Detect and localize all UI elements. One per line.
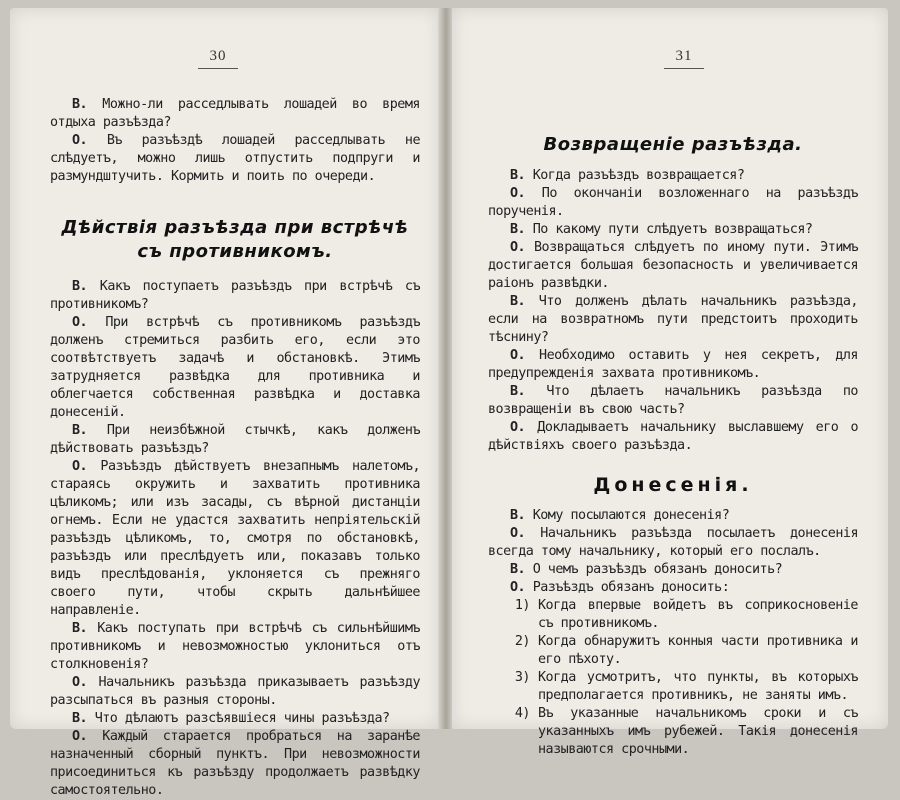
question: В. Кому посылаются донесенія? <box>510 508 730 523</box>
question: В. По какому пути слѣдуетъ возвращаться? <box>510 222 813 237</box>
answer: О. Докладываетъ начальнику выславшему его о дѣйствіяхъ своего разъѣзда. <box>488 420 859 453</box>
page-number-left: 30 <box>198 48 238 69</box>
answer: О. При встрѣчѣ съ противникомъ разъѣздъ долженъ стремиться разбить его, если это соотвѣтствуетъ задачѣ и обстановкѣ. Этимъ затрудняется развѣдка для противника и облегчается собственная развѣдка и доставка донесеній. <box>50 315 421 420</box>
list-item: 1) Когда впервые войдетъ въ соприкосновеніе съ противникомъ. <box>514 598 858 631</box>
question: В. Что дѣлаютъ разсѣявшіеся чины разъѣзда? <box>72 711 390 726</box>
left-page <box>10 8 440 798</box>
folio-rule <box>664 68 704 69</box>
folio-rule <box>198 68 238 69</box>
answer: О. Въ разъѣздѣ лошадей расседлывать не слѣдуетъ, можно лишь отпустить подпруги и размундштучить. Кормить и поить по очереди. <box>50 133 421 184</box>
answer: О. По окончаніи возложеннаго на разъѣздъ порученія. <box>488 186 858 219</box>
report-list <box>488 597 858 759</box>
question: В. Что долженъ дѣлать начальникъ разъѣзда, если на возвратномъ пути предстоитъ проходить тѣснину? <box>488 294 858 345</box>
section-heading: Донесенія. <box>593 474 753 496</box>
answer: О. Каждый старается пробраться на заранѣе назначенный сборный пунктъ. При невозможности присоединиться къ разъѣзду продолжаетъ развѣдку самостоятельно. <box>50 729 420 798</box>
answer: О. Разъѣздъ дѣйствуетъ внезапнымъ налетомъ, стараясь окружить и захватить противника цѣликомъ; или изъ засады, съ вѣрной дистанціи огнемъ. Если не удастся захватить непріятельскій разъѣздъ цѣликомъ, то, смотря по обстановкѣ, разъѣздъ или преслѣдуетъ или, показавъ только видъ преслѣдованія, уклоняется съ прежняго своего пути, чтобы скрыть дальнѣйшее направленіе. <box>50 459 421 618</box>
section-heading: Дѣйствія разъѣзда при встрѣчѣ съ противникомъ. <box>61 217 409 262</box>
left-page-text <box>50 96 420 800</box>
list-item: 4) Въ указанные начальникомъ сроки и съ указанныхъ имъ рубежей. Такія донесенія называются срочными. <box>514 706 858 757</box>
answer: О. Разъѣздъ обязанъ доносить: <box>510 580 730 595</box>
list-item: 3) Когда усмотритъ, что пункты, въ которыхъ предполагается противникъ, не заняты имъ. <box>514 670 858 703</box>
question: В. Какъ поступаетъ разъѣздъ при встрѣчѣ съ противникомъ? <box>50 279 421 312</box>
page-number-right: 31 <box>664 48 704 69</box>
answer: О. Необходимо оставить у нея секретъ, для предупрежденія захвата противникомъ. <box>488 348 858 381</box>
answer: О. Начальникъ разъѣзда приказываетъ разъѣзду разсыпаться въ разныя стороны. <box>50 675 421 708</box>
question: В. Что дѣлаетъ начальникъ разъѣзда по возвращеніи въ свою часть? <box>488 384 858 417</box>
question: В. Какъ поступать при встрѣчѣ съ сильнѣйшимъ противникомъ и невозможностью уклониться отъ столкновенія? <box>50 621 420 672</box>
list-item: 2) Когда обнаружитъ конныя части противника и его пѣхоту. <box>514 634 858 667</box>
question: В. При неизбѣжной стычкѣ, какъ долженъ дѣйствовать разъѣздъ? <box>50 423 421 456</box>
answer: О. Начальникъ разъѣзда посылаетъ донесенія всегда тому начальнику, который его послалъ. <box>488 526 859 559</box>
right-page <box>452 8 888 757</box>
question: В. О чемъ разъѣздъ обязанъ доносить? <box>510 562 783 577</box>
answer: О. Возвращаться слѣдуетъ по иному пути. Этимъ достигается большая безопасность и увеличивается раіонъ развѣдки. <box>488 240 859 291</box>
question: В. Можно-ли расседлывать лошадей во время отдыха разъѣзда? <box>50 97 420 130</box>
right-page-text <box>488 133 858 759</box>
question: В. Когда разъѣздъ возвращается? <box>510 168 745 183</box>
section-heading: Возвращеніе разъѣзда. <box>543 134 803 155</box>
